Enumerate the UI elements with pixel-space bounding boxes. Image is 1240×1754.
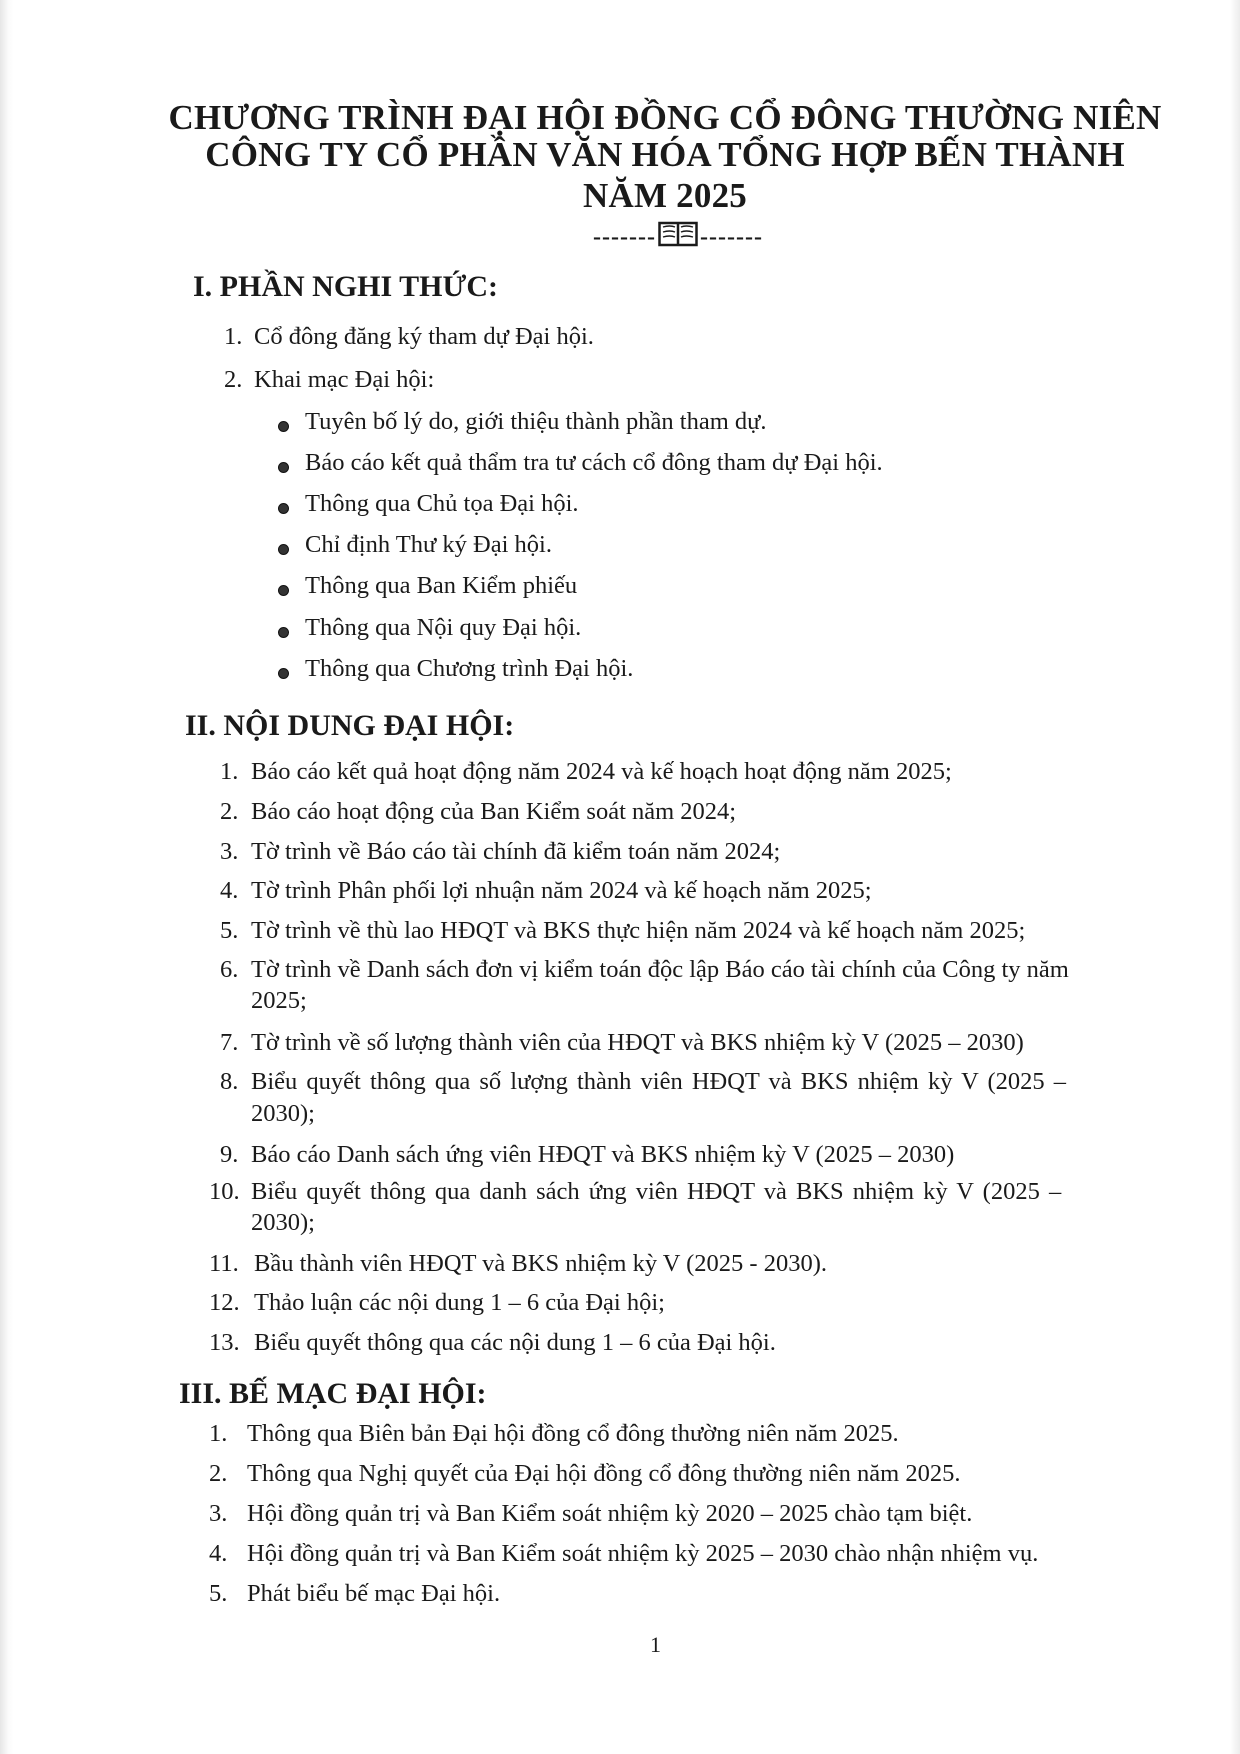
book-icon: [658, 221, 698, 254]
bullet-icon: [278, 421, 289, 432]
bullet-item: Tuyên bố lý do, giới thiệu thành phần tham dự.: [305, 408, 767, 435]
list-item-text: Báo cáo kết quả hoạt động năm 2024 và kế hoạch hoạt động năm 2025;: [251, 758, 952, 785]
list-item-text: Cổ đông đăng ký tham dự Đại hội.: [254, 323, 594, 350]
title-line-2: CÔNG TY CỔ PHẦN VĂN HÓA TỔNG HỢP BẾN THÀNH: [205, 135, 1125, 174]
list-item-number: 5.: [220, 917, 239, 944]
list-item-number: 12.: [209, 1289, 240, 1316]
list-item-number: 1.: [209, 1420, 228, 1447]
list-item-continuation: 2030);: [251, 1100, 315, 1127]
list-item-text: Biểu quyết thông qua số lượng thành viên HĐQT và BKS nhiệm kỳ V (2025 –: [251, 1068, 1067, 1095]
list-item-number: 13.: [209, 1329, 240, 1356]
list-item-number: 8.: [220, 1068, 239, 1095]
list-item-text: Tờ trình về số lượng thành viên của HĐQT và BKS nhiệm kỳ V (2025 – 2030): [251, 1029, 1024, 1056]
title-line-1: CHƯƠNG TRÌNH ĐẠI HỘI ĐỒNG CỔ ĐÔNG THƯỜNG NIÊN: [168, 98, 1162, 137]
list-item-text: Biểu quyết thông qua các nội dung 1 – 6 của Đại hội.: [254, 1329, 776, 1356]
page-number: 1: [650, 1632, 661, 1657]
bullet-item: Chỉ định Thư ký Đại hội.: [305, 531, 552, 558]
bullet-item: Thông qua Ban Kiểm phiếu: [305, 572, 578, 599]
scan-edge-left: [0, 0, 14, 1754]
list-item-number: 1.: [220, 758, 239, 785]
list-item-number: 11.: [209, 1250, 239, 1277]
ornament-dashes-left: -------: [593, 223, 656, 250]
list-item-number: 6.: [220, 956, 239, 983]
list-item-number: 2.: [209, 1460, 228, 1487]
list-item-text: Thảo luận các nội dung 1 – 6 của Đại hội;: [254, 1289, 665, 1316]
bullet-item: Thông qua Chủ tọa Đại hội.: [305, 490, 579, 517]
list-item-text: Tờ trình về Báo cáo tài chính đã kiểm toán năm 2024;: [251, 838, 781, 865]
bullet-icon: [278, 585, 289, 596]
list-item-number: 4.: [209, 1540, 228, 1567]
list-item-text: Tờ trình Phân phối lợi nhuận năm 2024 và kế hoạch năm 2025;: [251, 877, 872, 904]
list-item-text: Thông qua Biên bản Đại hội đồng cổ đông thường niên năm 2025.: [247, 1420, 899, 1447]
bullet-icon: [278, 668, 289, 679]
list-item-text: Báo cáo Danh sách ứng viên HĐQT và BKS nhiệm kỳ V (2025 – 2030): [251, 1141, 955, 1168]
bullet-icon: [278, 627, 289, 638]
bullet-icon: [278, 462, 289, 473]
list-item-text: Hội đồng quản trị và Ban Kiểm soát nhiệm kỳ 2025 – 2030 chào nhận nhiệm vụ.: [247, 1540, 1039, 1567]
list-item-number: 10.: [209, 1178, 240, 1205]
list-item-text: Phát biểu bế mạc Đại hội.: [247, 1580, 501, 1607]
section-2-heading: II. NỘI DUNG ĐẠI HỘI:: [185, 709, 515, 742]
list-item-text: Báo cáo hoạt động của Ban Kiểm soát năm 2024;: [251, 798, 737, 825]
list-item-number: 9.: [220, 1141, 239, 1168]
section-3-heading: III. BẾ MẠC ĐẠI HỘI:: [179, 1377, 487, 1410]
list-item-number: 3.: [220, 838, 239, 865]
list-item-number: 5.: [209, 1580, 228, 1607]
list-item-text: Hội đồng quản trị và Ban Kiểm soát nhiệm kỳ 2020 – 2025 chào tạm biệt.: [247, 1500, 973, 1527]
list-item-text: Thông qua Nghị quyết của Đại hội đồng cổ đông thường niên năm 2025.: [247, 1460, 961, 1487]
bullet-icon: [278, 544, 289, 555]
bullet-item: Thông qua Nội quy Đại hội.: [305, 614, 582, 641]
title-line-3: NĂM 2025: [583, 176, 747, 215]
list-item-text: Biểu quyết thông qua danh sách ứng viên HĐQT và BKS nhiệm kỳ V (2025 –: [251, 1178, 1062, 1205]
list-item-number: 2.: [224, 366, 243, 393]
list-item-number: 3.: [209, 1500, 228, 1527]
bullet-icon: [278, 503, 289, 514]
bullet-item: Báo cáo kết quả thẩm tra tư cách cổ đông tham dự Đại hội.: [305, 449, 883, 476]
list-item-number: 1.: [224, 323, 243, 350]
list-item-text: Khai mạc Đại hội:: [254, 366, 435, 393]
list-item-text: Tờ trình về thù lao HĐQT và BKS thực hiện năm 2024 và kế hoạch năm 2025;: [251, 917, 1026, 944]
bullet-item: Thông qua Chương trình Đại hội.: [305, 655, 634, 682]
section-1-heading: I. PHẦN NGHI THỨC:: [193, 270, 499, 303]
title-ornament: [568, 222, 788, 252]
list-item-continuation: 2030);: [251, 1209, 315, 1236]
list-item-number: 2.: [220, 798, 239, 825]
list-item-number: 4.: [220, 877, 239, 904]
list-item-continuation: 2025;: [251, 987, 307, 1014]
list-item-number: 7.: [220, 1029, 239, 1056]
scan-edge-right: [1230, 0, 1240, 1754]
ornament-dashes-right: -------: [700, 223, 763, 250]
list-item-text: Tờ trình về Danh sách đơn vị kiểm toán độc lập Báo cáo tài chính của Công ty năm: [251, 956, 1069, 983]
list-item-text: Bầu thành viên HĐQT và BKS nhiệm kỳ V (2025 - 2030).: [254, 1250, 827, 1277]
